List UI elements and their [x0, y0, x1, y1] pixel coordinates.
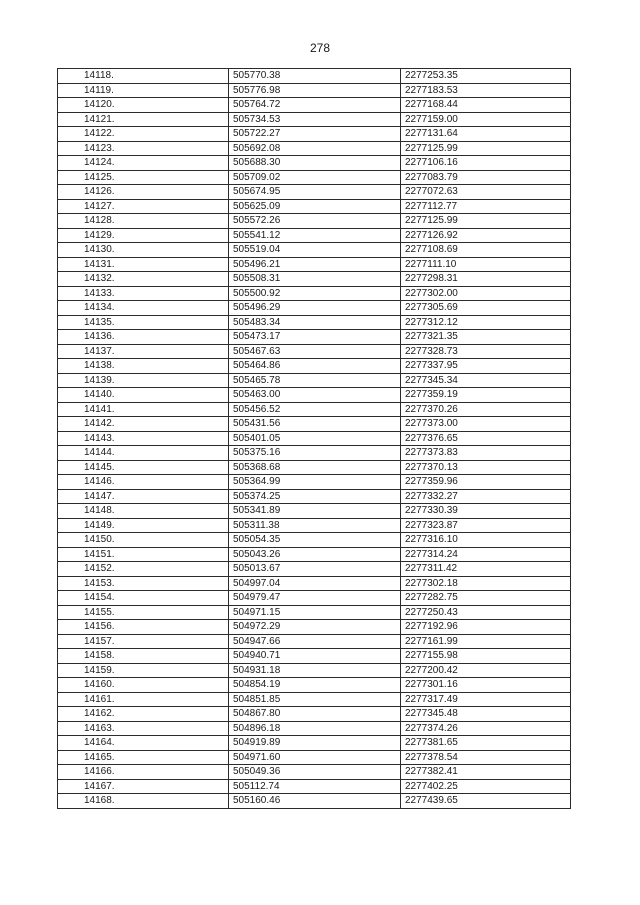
table-row	[58, 692, 571, 707]
x-coordinate-cell: 505688.30	[229, 156, 401, 171]
point-number-cell: 14139.	[58, 373, 229, 388]
x-coordinate-cell: 504997.04	[229, 576, 401, 591]
table-row	[58, 257, 571, 272]
point-number-cell: 14165.	[58, 750, 229, 765]
y-coordinate-cell: 2277282.75	[401, 591, 571, 606]
table-row	[58, 504, 571, 519]
x-coordinate-cell: 505496.29	[229, 301, 401, 316]
point-number-cell: 14145.	[58, 460, 229, 475]
point-number-cell: 14144.	[58, 446, 229, 461]
y-coordinate-cell: 2277337.95	[401, 359, 571, 374]
point-number-cell: 14159.	[58, 663, 229, 678]
y-coordinate-cell: 2277316.10	[401, 533, 571, 548]
table-row	[58, 228, 571, 243]
point-number-cell: 14118.	[58, 69, 229, 84]
point-number-cell: 14121.	[58, 112, 229, 127]
x-coordinate-cell: 504896.18	[229, 721, 401, 736]
y-coordinate-cell: 2277125.99	[401, 141, 571, 156]
table-row	[58, 286, 571, 301]
y-coordinate-cell: 2277302.18	[401, 576, 571, 591]
x-coordinate-cell: 504919.89	[229, 736, 401, 751]
table-row	[58, 750, 571, 765]
y-coordinate-cell: 2277381.65	[401, 736, 571, 751]
point-number-cell: 14157.	[58, 634, 229, 649]
point-number-cell: 14149.	[58, 518, 229, 533]
point-number-cell: 14134.	[58, 301, 229, 316]
table-row	[58, 591, 571, 606]
point-number-cell: 14163.	[58, 721, 229, 736]
table-row	[58, 460, 571, 475]
x-coordinate-cell: 504854.19	[229, 678, 401, 693]
x-coordinate-cell: 505709.02	[229, 170, 401, 185]
x-coordinate-cell: 505431.56	[229, 417, 401, 432]
y-coordinate-cell: 2277302.00	[401, 286, 571, 301]
table-row	[58, 156, 571, 171]
point-number-cell: 14120.	[58, 98, 229, 113]
table-row	[58, 605, 571, 620]
table-row	[58, 547, 571, 562]
table-row	[58, 634, 571, 649]
x-coordinate-cell: 505374.25	[229, 489, 401, 504]
y-coordinate-cell: 2277311.42	[401, 562, 571, 577]
y-coordinate-cell: 2277328.73	[401, 344, 571, 359]
point-number-cell: 14161.	[58, 692, 229, 707]
table-row	[58, 707, 571, 722]
x-coordinate-cell: 505519.04	[229, 243, 401, 258]
point-number-cell: 14135.	[58, 315, 229, 330]
y-coordinate-cell: 2277131.64	[401, 127, 571, 142]
y-coordinate-cell: 2277439.65	[401, 794, 571, 809]
table-row	[58, 576, 571, 591]
y-coordinate-cell: 2277112.77	[401, 199, 571, 214]
y-coordinate-cell: 2277305.69	[401, 301, 571, 316]
y-coordinate-cell: 2277125.99	[401, 214, 571, 229]
y-coordinate-cell: 2277161.99	[401, 634, 571, 649]
y-coordinate-cell: 2277108.69	[401, 243, 571, 258]
x-coordinate-cell: 504851.85	[229, 692, 401, 707]
y-coordinate-cell: 2277072.63	[401, 185, 571, 200]
point-number-cell: 14158.	[58, 649, 229, 664]
x-coordinate-cell: 505770.38	[229, 69, 401, 84]
table-row	[58, 315, 571, 330]
y-coordinate-cell: 2277402.25	[401, 779, 571, 794]
table-row	[58, 736, 571, 751]
y-coordinate-cell: 2277374.26	[401, 721, 571, 736]
y-coordinate-cell: 2277373.83	[401, 446, 571, 461]
x-coordinate-cell: 505364.99	[229, 475, 401, 490]
table-row	[58, 170, 571, 185]
point-number-cell: 14130.	[58, 243, 229, 258]
x-coordinate-cell: 505311.38	[229, 518, 401, 533]
point-number-cell: 14137.	[58, 344, 229, 359]
table-row	[58, 765, 571, 780]
x-coordinate-cell: 505054.35	[229, 533, 401, 548]
table-row	[58, 620, 571, 635]
y-coordinate-cell: 2277330.39	[401, 504, 571, 519]
x-coordinate-cell: 505483.34	[229, 315, 401, 330]
x-coordinate-cell: 504979.47	[229, 591, 401, 606]
coordinates-table	[57, 68, 571, 809]
y-coordinate-cell: 2277298.31	[401, 272, 571, 287]
point-number-cell: 14123.	[58, 141, 229, 156]
y-coordinate-cell: 2277382.41	[401, 765, 571, 780]
x-coordinate-cell: 505049.36	[229, 765, 401, 780]
x-coordinate-cell: 505764.72	[229, 98, 401, 113]
point-number-cell: 14142.	[58, 417, 229, 432]
table-row	[58, 373, 571, 388]
point-number-cell: 14127.	[58, 199, 229, 214]
y-coordinate-cell: 2277111.10	[401, 257, 571, 272]
table-row	[58, 562, 571, 577]
point-number-cell: 14141.	[58, 402, 229, 417]
table-row	[58, 185, 571, 200]
x-coordinate-cell: 505456.52	[229, 402, 401, 417]
point-number-cell: 14138.	[58, 359, 229, 374]
y-coordinate-cell: 2277359.19	[401, 388, 571, 403]
table-row	[58, 794, 571, 809]
table-row	[58, 69, 571, 84]
point-number-cell: 14154.	[58, 591, 229, 606]
x-coordinate-cell: 505508.31	[229, 272, 401, 287]
y-coordinate-cell: 2277155.98	[401, 649, 571, 664]
y-coordinate-cell: 2277159.00	[401, 112, 571, 127]
point-number-cell: 14125.	[58, 170, 229, 185]
y-coordinate-cell: 2277192.96	[401, 620, 571, 635]
table-row	[58, 533, 571, 548]
x-coordinate-cell: 505464.86	[229, 359, 401, 374]
table-row	[58, 141, 571, 156]
point-number-cell: 14122.	[58, 127, 229, 142]
x-coordinate-cell: 505692.08	[229, 141, 401, 156]
x-coordinate-cell: 505496.21	[229, 257, 401, 272]
x-coordinate-cell: 505500.92	[229, 286, 401, 301]
table-row	[58, 301, 571, 316]
x-coordinate-cell: 505776.98	[229, 83, 401, 98]
y-coordinate-cell: 2277253.35	[401, 69, 571, 84]
y-coordinate-cell: 2277301.16	[401, 678, 571, 693]
y-coordinate-cell: 2277200.42	[401, 663, 571, 678]
x-coordinate-cell: 504947.66	[229, 634, 401, 649]
y-coordinate-cell: 2277370.26	[401, 402, 571, 417]
table-row	[58, 678, 571, 693]
y-coordinate-cell: 2277359.96	[401, 475, 571, 490]
point-number-cell: 14155.	[58, 605, 229, 620]
x-coordinate-cell: 505368.68	[229, 460, 401, 475]
x-coordinate-cell: 505463.00	[229, 388, 401, 403]
point-number-cell: 14150.	[58, 533, 229, 548]
point-number-cell: 14143.	[58, 431, 229, 446]
point-number-cell: 14156.	[58, 620, 229, 635]
table-row	[58, 214, 571, 229]
table-row	[58, 779, 571, 794]
point-number-cell: 14146.	[58, 475, 229, 490]
page-number: 278	[309, 41, 331, 55]
table-row	[58, 446, 571, 461]
point-number-cell: 14129.	[58, 228, 229, 243]
y-coordinate-cell: 2277312.12	[401, 315, 571, 330]
table-row	[58, 663, 571, 678]
table-row	[58, 489, 571, 504]
table-row	[58, 359, 571, 374]
y-coordinate-cell: 2277083.79	[401, 170, 571, 185]
x-coordinate-cell: 505625.09	[229, 199, 401, 214]
point-number-cell: 14162.	[58, 707, 229, 722]
table-row	[58, 402, 571, 417]
y-coordinate-cell: 2277323.87	[401, 518, 571, 533]
y-coordinate-cell: 2277376.65	[401, 431, 571, 446]
x-coordinate-cell: 504971.15	[229, 605, 401, 620]
table-row	[58, 518, 571, 533]
point-number-cell: 14148.	[58, 504, 229, 519]
point-number-cell: 14140.	[58, 388, 229, 403]
table-row	[58, 388, 571, 403]
table-row	[58, 112, 571, 127]
y-coordinate-cell: 2277126.92	[401, 228, 571, 243]
y-coordinate-cell: 2277106.16	[401, 156, 571, 171]
table-row	[58, 199, 571, 214]
x-coordinate-cell: 505674.95	[229, 185, 401, 200]
x-coordinate-cell: 505375.16	[229, 446, 401, 461]
y-coordinate-cell: 2277317.49	[401, 692, 571, 707]
point-number-cell: 14128.	[58, 214, 229, 229]
x-coordinate-cell: 505572.26	[229, 214, 401, 229]
x-coordinate-cell: 505043.26	[229, 547, 401, 562]
point-number-cell: 14153.	[58, 576, 229, 591]
point-number-cell: 14132.	[58, 272, 229, 287]
y-coordinate-cell: 2277168.44	[401, 98, 571, 113]
coordinates-table-body	[58, 69, 571, 809]
point-number-cell: 14167.	[58, 779, 229, 794]
x-coordinate-cell: 505013.67	[229, 562, 401, 577]
point-number-cell: 14152.	[58, 562, 229, 577]
point-number-cell: 14166.	[58, 765, 229, 780]
x-coordinate-cell: 505112.74	[229, 779, 401, 794]
point-number-cell: 14126.	[58, 185, 229, 200]
x-coordinate-cell: 505734.53	[229, 112, 401, 127]
y-coordinate-cell: 2277183.53	[401, 83, 571, 98]
table-row	[58, 330, 571, 345]
x-coordinate-cell: 504931.18	[229, 663, 401, 678]
point-number-cell: 14119.	[58, 83, 229, 98]
point-number-cell: 14131.	[58, 257, 229, 272]
x-coordinate-cell: 505541.12	[229, 228, 401, 243]
point-number-cell: 14147.	[58, 489, 229, 504]
x-coordinate-cell: 504972.29	[229, 620, 401, 635]
x-coordinate-cell: 505465.78	[229, 373, 401, 388]
table-row	[58, 417, 571, 432]
point-number-cell: 14164.	[58, 736, 229, 751]
table-row	[58, 721, 571, 736]
y-coordinate-cell: 2277314.24	[401, 547, 571, 562]
y-coordinate-cell: 2277378.54	[401, 750, 571, 765]
point-number-cell: 14136.	[58, 330, 229, 345]
x-coordinate-cell: 505467.63	[229, 344, 401, 359]
table-row	[58, 649, 571, 664]
table-row	[58, 83, 571, 98]
y-coordinate-cell: 2277345.34	[401, 373, 571, 388]
y-coordinate-cell: 2277345.48	[401, 707, 571, 722]
table-row	[58, 344, 571, 359]
y-coordinate-cell: 2277332.27	[401, 489, 571, 504]
table-row	[58, 243, 571, 258]
table-row	[58, 431, 571, 446]
point-number-cell: 14124.	[58, 156, 229, 171]
y-coordinate-cell: 2277250.43	[401, 605, 571, 620]
point-number-cell: 14151.	[58, 547, 229, 562]
table-row	[58, 127, 571, 142]
x-coordinate-cell: 504867.80	[229, 707, 401, 722]
point-number-cell: 14168.	[58, 794, 229, 809]
table-row	[58, 475, 571, 490]
x-coordinate-cell: 505160.46	[229, 794, 401, 809]
point-number-cell: 14133.	[58, 286, 229, 301]
x-coordinate-cell: 505341.89	[229, 504, 401, 519]
x-coordinate-cell: 505401.05	[229, 431, 401, 446]
y-coordinate-cell: 2277370.13	[401, 460, 571, 475]
x-coordinate-cell: 504940.71	[229, 649, 401, 664]
x-coordinate-cell: 504971.60	[229, 750, 401, 765]
x-coordinate-cell: 505722.27	[229, 127, 401, 142]
table-row	[58, 98, 571, 113]
point-number-cell: 14160.	[58, 678, 229, 693]
y-coordinate-cell: 2277321.35	[401, 330, 571, 345]
y-coordinate-cell: 2277373.00	[401, 417, 571, 432]
x-coordinate-cell: 505473.17	[229, 330, 401, 345]
table-row	[58, 272, 571, 287]
